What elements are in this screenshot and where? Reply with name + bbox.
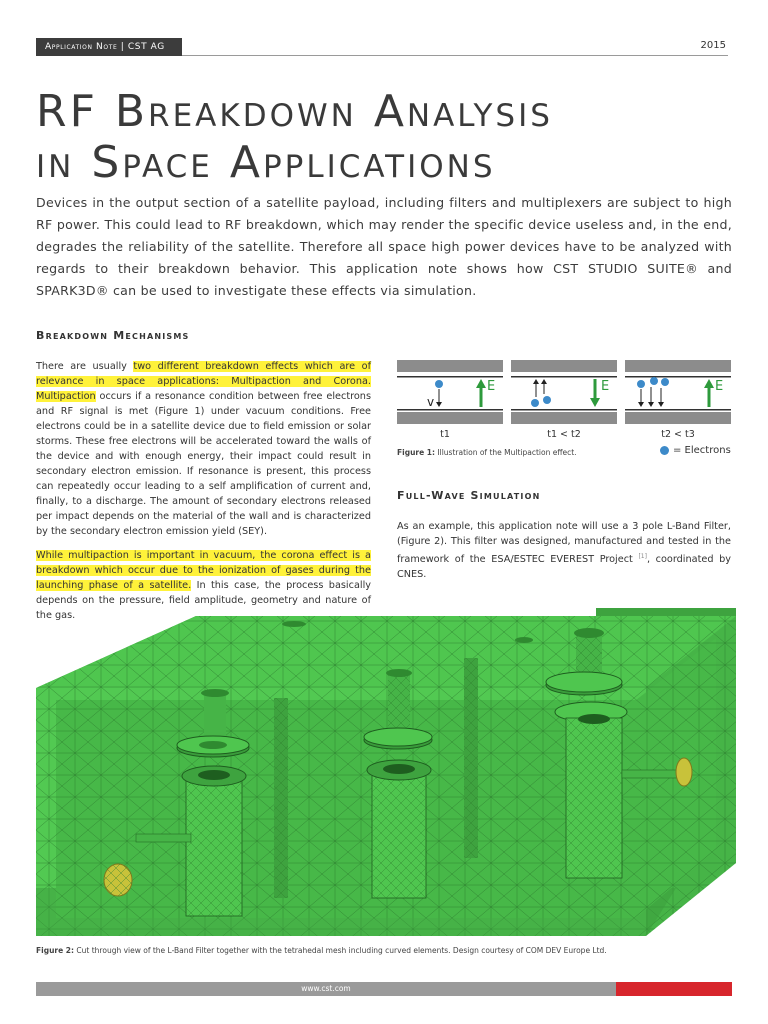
- figure-1-caption: [397, 448, 577, 457]
- caption-text: Cut through view of the L-Band Filter together with the tetrahedal mesh including curved elements. Design courtesy of COM DEV Europe Ltd.: [76, 946, 607, 955]
- bottom-plate: [397, 412, 503, 424]
- panel-1: [397, 360, 503, 424]
- panel-2: [511, 360, 617, 424]
- text-run: There are usually: [36, 361, 134, 372]
- footer-accent: [616, 982, 732, 996]
- legend-text: = Electrons: [673, 445, 731, 456]
- field-label: E: [601, 379, 610, 394]
- iris-wall-mesh: [274, 698, 288, 898]
- time-label: t1 < t2: [547, 429, 581, 440]
- text-run: , coordinated by CNES.: [397, 554, 731, 581]
- section-heading-fullwave: Full-Wave Simulation: [397, 489, 541, 502]
- top-plate: [625, 360, 731, 372]
- header-year: 2015: [700, 40, 726, 51]
- intro-paragraph: Devices in the output section of a satellite payload, including filters and multiplexers are subject to high RF power. This could lead to RF breakdown, which may render the specific device useless and, in the end, degrades the reliability of the satellite. Therefore all space high power devices have to be analyzed with regards to their breakdown behavior. This application note shows how CST STUDIO SUITE® and SPARK3D® can be used to investigate these effects via simulation.: [36, 195, 732, 298]
- bottom-plate: [625, 412, 731, 424]
- electron: [435, 380, 443, 388]
- electron: [637, 380, 645, 388]
- electron-dot-icon: [660, 446, 669, 455]
- field-label: E: [715, 379, 724, 394]
- text-run: As an example, this application note will use a 3 pole L-Band Filter, (Figure 2). This filter was designed, manufactured and tested in the framework of the ESA/ESTEC EVEREST Project: [397, 521, 731, 566]
- input-port-mesh: [104, 864, 132, 896]
- electron: [650, 377, 658, 385]
- title-line-2: in Space Applications: [36, 137, 496, 188]
- bottom-plate: [511, 412, 617, 424]
- top-hole: [282, 621, 306, 627]
- bottom-plate-edge: [397, 409, 503, 411]
- top-hole: [515, 637, 533, 643]
- breakdown-paragraph-1: [36, 359, 371, 539]
- title-line-1: RF Breakdown Analysis: [36, 86, 553, 137]
- iris-wall-mesh: [464, 658, 478, 858]
- fullwave-paragraph: [397, 519, 731, 582]
- highlighted-text: While multipaction is important in vacuum, the corona effect is a breakdown which occur due to the ionization of gases during the launching phase of a satellite.: [36, 550, 371, 591]
- section-heading-breakdown: Breakdown Mechanisms: [36, 329, 190, 342]
- output-port: [676, 758, 692, 786]
- filter-mesh-figure: [36, 588, 736, 936]
- velocity-label: v: [427, 395, 435, 409]
- time-label: t2 < t3: [661, 429, 695, 440]
- field-arrowhead: [590, 398, 600, 407]
- figure-2-caption: [36, 946, 607, 955]
- velocity-arrowhead: [533, 379, 539, 384]
- text-run: occurs if a resonance condition between free electrons and RF signal is met (Figure 1) under vacuum conditions. Free electrons could be in a satellite device due to field emission or solar storms. These free electrons will be accelerated toward the walls of the device and with enough energy, their impact could result in secondary electron emission. If resonance is present, this process can repeatedly occur leading to a self amplification of current and, finally, to a discharge. The amount of secondary electrons released per impact depends on the material of the wall and is characterized by the secondary electron emission yield (SEY).: [36, 391, 371, 537]
- velocity-arrowhead: [436, 402, 442, 407]
- velocity-arrowhead: [638, 402, 644, 407]
- electron: [661, 378, 669, 386]
- field-arrowhead: [476, 379, 486, 388]
- header-rule: [182, 55, 728, 56]
- top-plate: [397, 360, 503, 372]
- input-coupling-pin: [136, 834, 191, 842]
- electron: [543, 396, 551, 404]
- multipaction-figure: [397, 360, 731, 440]
- velocity-arrowhead: [658, 402, 664, 407]
- top-plate-edge: [625, 376, 731, 378]
- top-plate: [511, 360, 617, 372]
- top-plate-edge: [511, 376, 617, 378]
- header-label: Application Note | CST AG: [36, 38, 182, 56]
- text-run: In this case, the process basically depends on the pressure, field amplitude, geometry and nature of the gas.: [36, 580, 371, 621]
- velocity-arrowhead: [541, 379, 547, 384]
- page-title: [36, 86, 736, 188]
- field-arrowhead: [704, 379, 714, 388]
- bottom-plate-edge: [511, 409, 617, 411]
- footer-url[interactable]: www.cst.com: [301, 984, 351, 993]
- caption-label: Figure 1:: [397, 448, 436, 457]
- time-label: t1: [440, 429, 450, 440]
- electron-legend: [660, 445, 731, 456]
- reference-marker: [1]: [638, 553, 647, 560]
- caption-label: Figure 2:: [36, 946, 75, 955]
- electron: [531, 399, 539, 407]
- output-coupling-pin: [622, 770, 682, 778]
- top-plate-edge: [397, 376, 503, 378]
- velocity-arrowhead: [648, 402, 654, 407]
- field-label: E: [487, 379, 496, 394]
- panel-3: [625, 360, 731, 424]
- caption-text: Illustration of the Multipaction effect.: [437, 448, 577, 457]
- bottom-plate-edge: [625, 409, 731, 411]
- highlighted-text: two different breakdown effects which are of relevance in space applications: Multipaction and Corona. Multipaction: [36, 361, 372, 402]
